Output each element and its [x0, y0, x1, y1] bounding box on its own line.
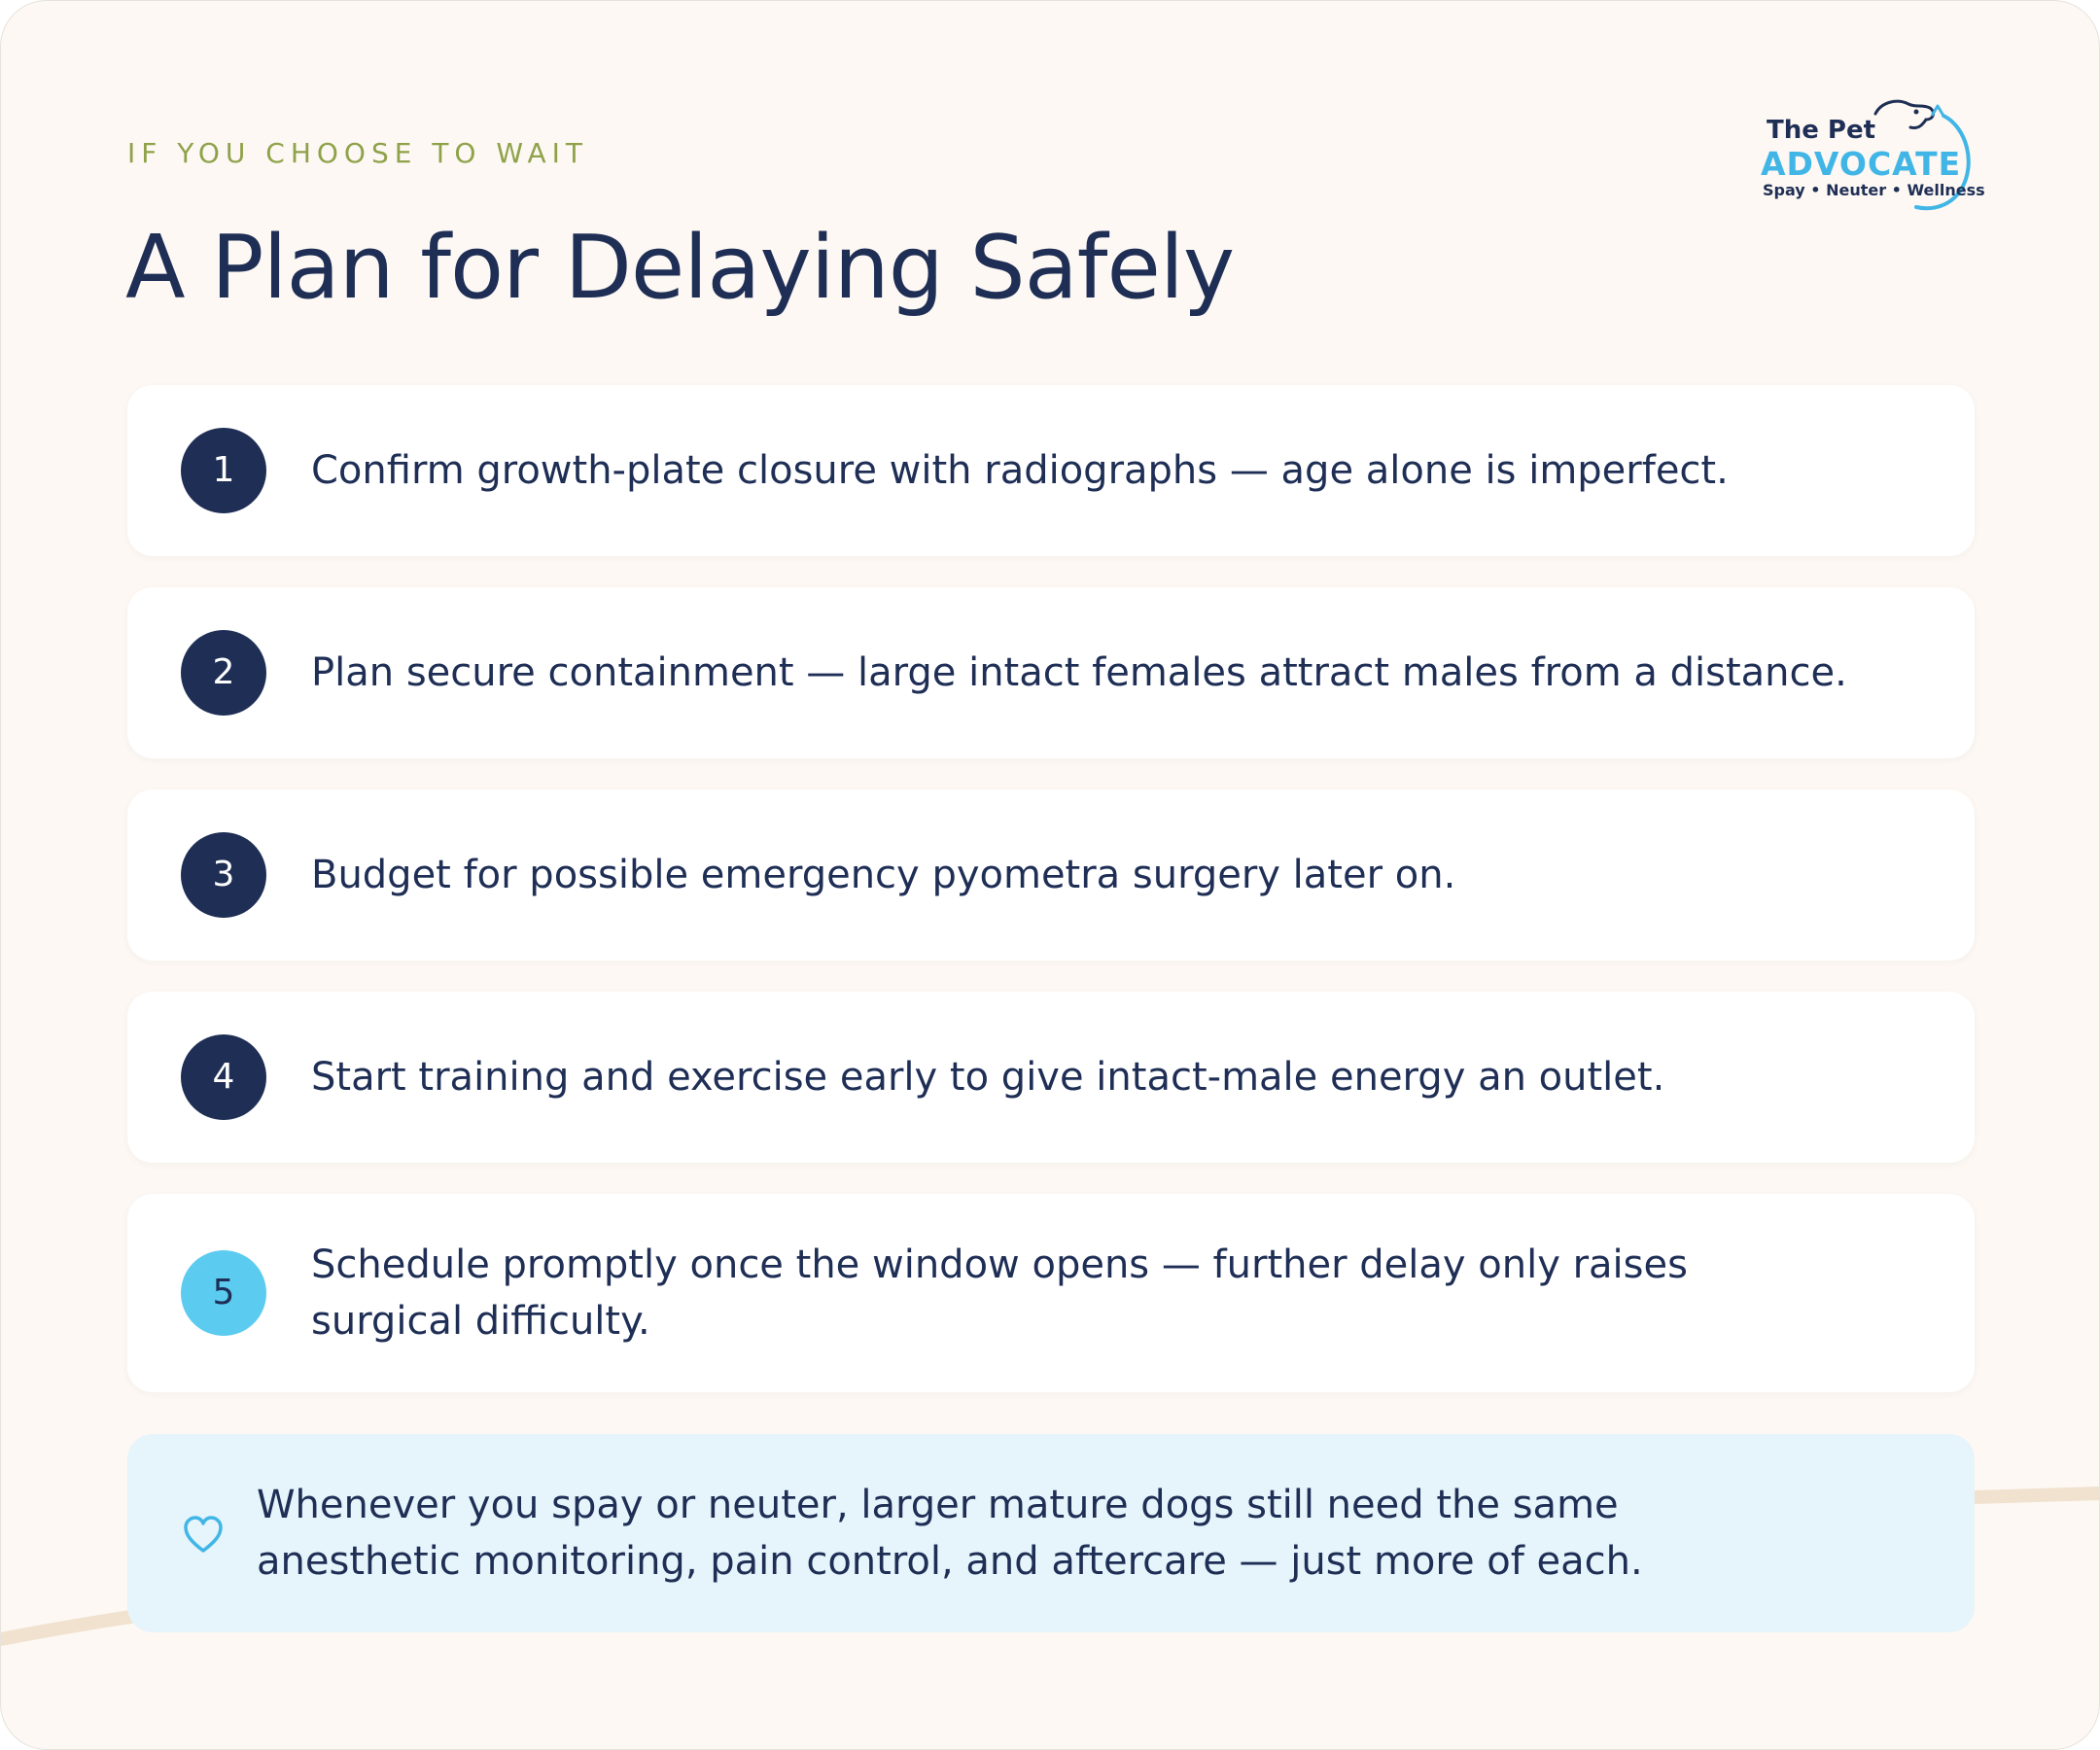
brand-logo — [1751, 94, 1984, 216]
logo-line-2: ADVOCATE — [1761, 145, 1962, 183]
step-card — [127, 992, 1975, 1163]
page-title: A Plan for Delaying Safely — [125, 217, 1235, 319]
step-text: Schedule promptly once the window opens — further delay only raises surgical difficulty. — [311, 1242, 1688, 1344]
step-card — [127, 1194, 1975, 1392]
logo-line-1: The Pet — [1767, 116, 1876, 145]
step-card — [127, 385, 1975, 556]
steps-list — [127, 385, 1975, 1423]
callout-note — [127, 1434, 1975, 1632]
heart-icon — [182, 1514, 225, 1557]
step-number-badge: 4 — [181, 1034, 266, 1120]
step-number-badge: 3 — [181, 832, 266, 918]
step-number-badge: 2 — [181, 630, 266, 716]
step-text: Start training and exercise early to give intact-male energy an outlet. — [311, 1055, 1665, 1100]
callout-text: Whenever you spay or neuter, larger mature dogs still need the same anesthetic monitoring, pain control, and aftercare — just more of each. — [257, 1483, 1643, 1584]
eyebrow-label: IF YOU CHOOSE TO WAIT — [127, 137, 589, 169]
logo-tagline: Spay • Neuter • Wellness — [1763, 181, 1985, 199]
step-text: Confirm growth-plate closure with radiographs — age alone is imperfect. — [311, 448, 1729, 493]
step-card — [127, 587, 1975, 758]
step-number-badge: 5 — [181, 1250, 266, 1336]
step-card — [127, 789, 1975, 961]
step-text: Budget for possible emergency pyometra surgery later on. — [311, 853, 1456, 897]
step-number-badge: 1 — [181, 428, 266, 513]
step-text: Plan secure containment — large intact females attract males from a distance. — [311, 650, 1847, 695]
